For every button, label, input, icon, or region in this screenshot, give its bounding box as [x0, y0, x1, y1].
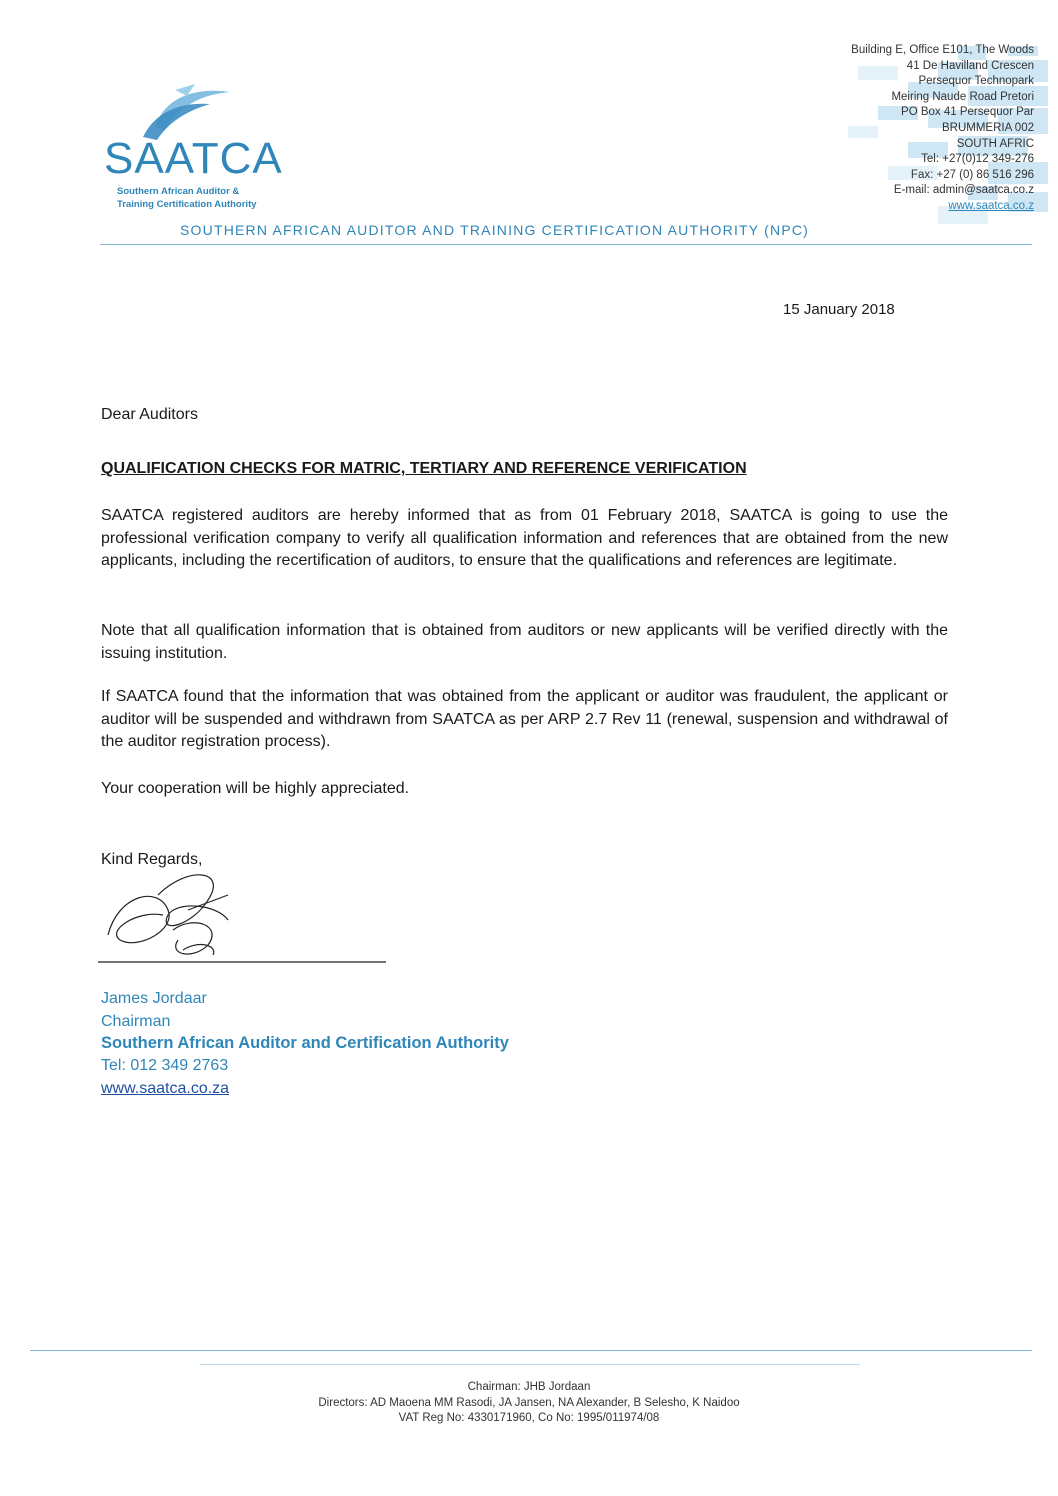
address-fax: Fax: +27 (0) 86 516 296: [910, 168, 1034, 181]
signatory-name: James Jordaar: [101, 990, 207, 1007]
company-address: [851, 43, 1034, 215]
header-divider: [100, 244, 1032, 245]
address-line: Meiring Naude Road Pretori: [891, 90, 1034, 103]
salutation: Dear Auditors: [101, 406, 198, 423]
letter-subject: QUALIFICATION CHECKS FOR MATRIC, TERTIARY AND REFERENCE VERIFICATION: [101, 460, 747, 477]
footer-registration: VAT Reg No: 4330171960, Co No: 1995/011974/08: [398, 1412, 660, 1424]
address-line: Persequor Technopark: [918, 75, 1034, 88]
closing: Kind Regards,: [101, 851, 203, 868]
body-paragraph: Note that all qualification information that is obtained from auditors or new applicants will be verified directly with the issuing institution.: [101, 622, 948, 662]
address-website-link[interactable]: www.saatca.co.z: [948, 199, 1034, 212]
footer-divider: [30, 1350, 1032, 1351]
address-line: 41 De Havilland Crescen: [906, 59, 1034, 72]
body-paragraph: If SAATCA found that the information that was obtained from the applicant or auditor was fraudulent, the applicant or auditor will be suspended and withdrawn from SAATCA as per ARP 2.7 Rev 11 (renewal, suspension and withdrawal of the auditor registration process).: [101, 688, 948, 750]
signatory-website-link[interactable]: www.saatca.co.za: [101, 1080, 230, 1097]
logo-swirl-icon: [135, 82, 245, 142]
body-paragraph: SAATCA registered auditors are hereby informed that as from 01 February 2018, SAATCA is going to use the professional verification company to verify all qualification information and references that are obtained from the new applicants, including the recertification of auditors, to ensure that the qualifications and references are legitimate.: [101, 507, 948, 569]
signatory-organization: Southern African Auditor and Certification Authority: [101, 1034, 509, 1052]
address-tel: Tel: +27(0)12 349-276: [921, 153, 1034, 166]
footer-directors: Directors: AD Maoena MM Rasodi, JA Jansen, NA Alexander, B Selesho, K Naidoo: [318, 1396, 740, 1409]
letter-date: 15 January 2018: [783, 301, 895, 318]
address-line: Building E, Office E101, The Woods: [851, 44, 1034, 56]
logo-subtitle-line2: Training Certification Authority: [117, 199, 257, 210]
signatory-tel: Tel: 012 349 2763: [101, 1057, 229, 1074]
address-line: SOUTH AFRIC: [956, 137, 1034, 150]
body-paragraph: Your cooperation will be highly appreciated.: [101, 780, 410, 797]
organization-title: SOUTHERN AFRICAN AUDITOR AND TRAINING CERTIFICATION AUTHORITY (NPC): [180, 222, 810, 238]
logo-wordmark: SAATCA: [104, 134, 283, 183]
footer: [0, 1380, 1058, 1427]
saatca-logo: [100, 82, 300, 210]
signatory-title: Chairman: [101, 1013, 171, 1030]
address-email: E-mail: admin@saatca.co.z: [893, 184, 1034, 197]
address-line: BRUMMERIA 002: [941, 121, 1034, 134]
logo-subtitle: [117, 185, 297, 211]
footer-chairman: Chairman: JHB Jordaan: [467, 1381, 591, 1393]
handwritten-signature: [98, 855, 398, 975]
address-line: PO Box 41 Persequor Par: [901, 106, 1034, 119]
logo-subtitle-line1: Southern African Auditor &: [117, 186, 240, 197]
footer-divider-short: [200, 1364, 860, 1365]
